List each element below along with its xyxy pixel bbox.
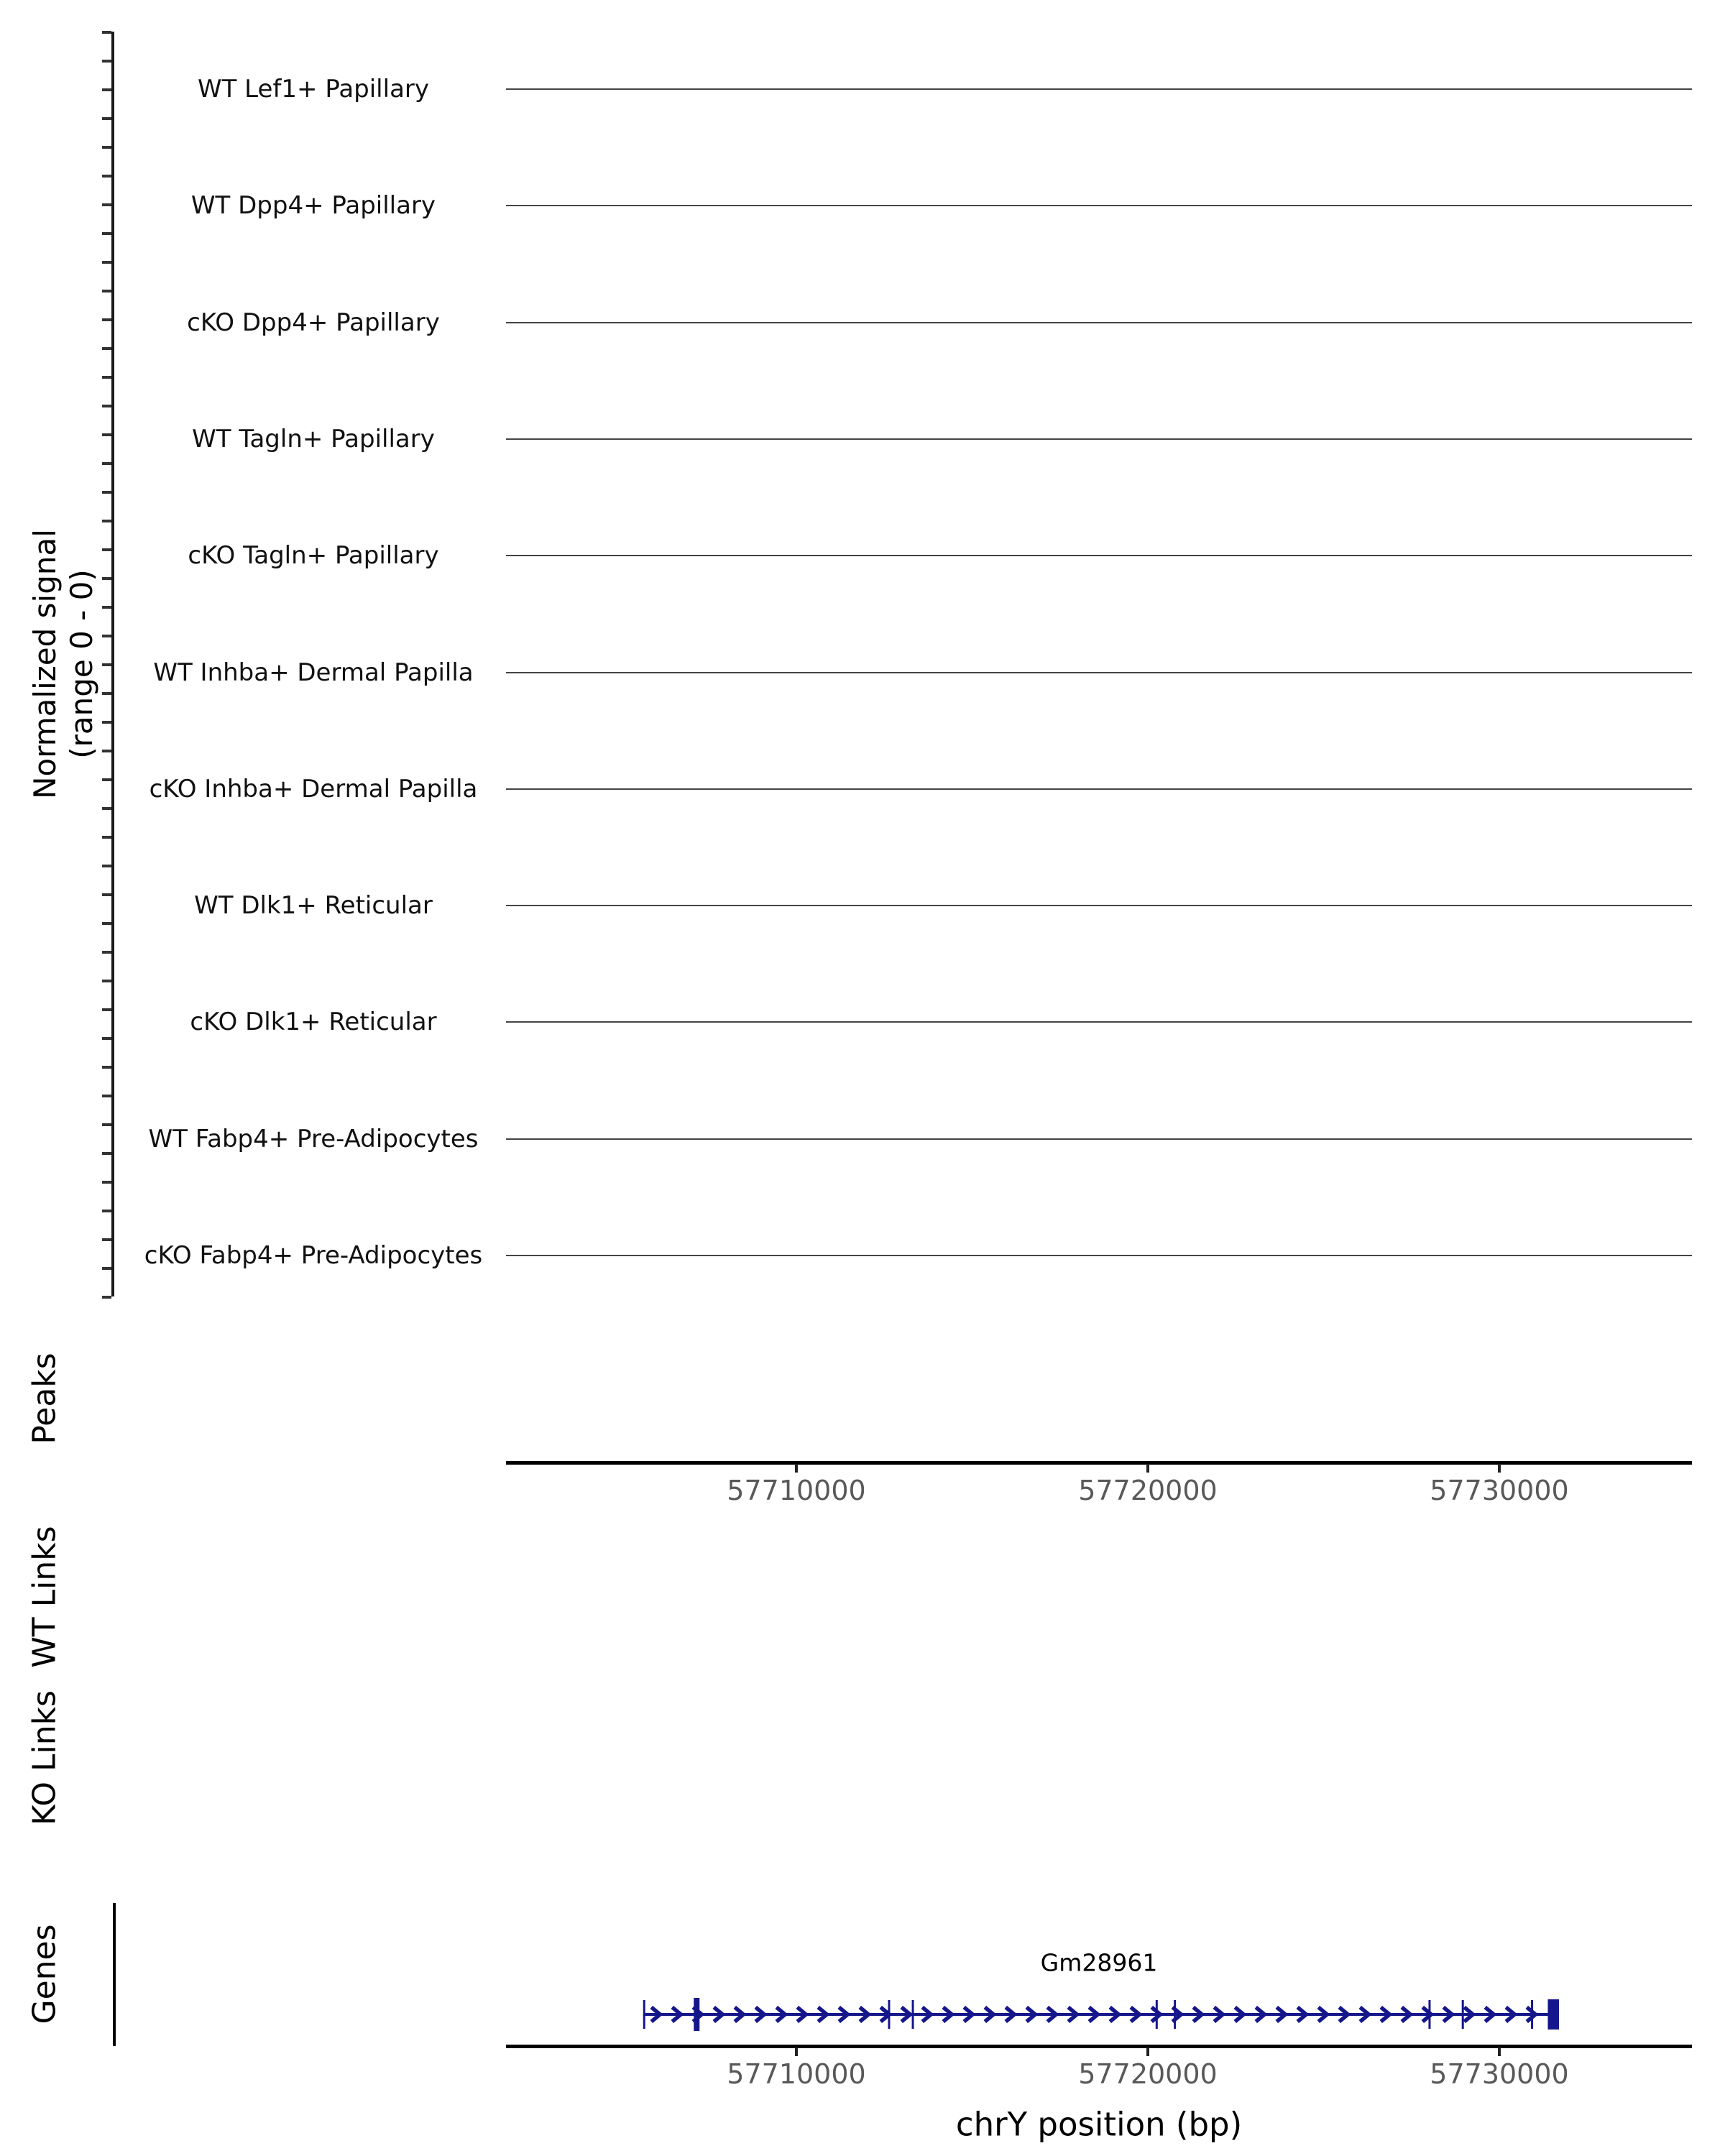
- track-signal-line: [506, 438, 1692, 440]
- track-label: cKO Inhba+ Dermal Papilla: [149, 775, 478, 803]
- genome-axis-title: chrY position (bp): [955, 2105, 1243, 2144]
- track-signal-line: [506, 322, 1692, 323]
- track-signal-line: [506, 905, 1692, 906]
- track-signal-line: [506, 1255, 1692, 1256]
- track-signal-line: [506, 1138, 1692, 1140]
- track-label: WT Lef1+ Papillary: [197, 75, 430, 103]
- track-label: WT Fabp4+ Pre-Adipocytes: [148, 1125, 479, 1153]
- peaks-axis-line: [506, 1461, 1692, 1465]
- gene-model: [0, 1984, 1725, 2048]
- genome-axis-tick: [1498, 2047, 1501, 2056]
- track-signal-line: [506, 88, 1692, 90]
- track-signal-line: [506, 555, 1692, 556]
- genome-axis-tick: [1146, 2047, 1149, 2056]
- track-signal-line: [506, 205, 1692, 206]
- signal-axis-title-line2: (range 0 - 0): [64, 569, 99, 759]
- genome-axis-tick-label: 57710000: [727, 2058, 866, 2090]
- gene-label: Gm28961: [1040, 1948, 1158, 1977]
- track-label: cKO Fabp4+ Pre-Adipocytes: [144, 1241, 483, 1270]
- genome-axis-tick-label: 57730000: [1430, 2058, 1569, 2090]
- track-signal-line: [506, 1021, 1692, 1023]
- track-label: cKO Tagln+ Papillary: [188, 541, 439, 570]
- track-label: WT Inhba+ Dermal Papilla: [153, 658, 474, 687]
- peaks-axis-tick: [1498, 1464, 1501, 1473]
- track-label: cKO Dpp4+ Papillary: [187, 308, 440, 337]
- section-label-peaks: Peaks: [26, 1353, 63, 1445]
- genome-axis-tick: [795, 2047, 798, 2056]
- peaks-axis-tick-label: 57720000: [1078, 1475, 1218, 1506]
- peaks-axis-tick: [1146, 1464, 1149, 1473]
- track-signal-line: [506, 672, 1692, 673]
- track-label: WT Dlk1+ Reticular: [194, 891, 433, 920]
- genome-axis-tick-label: 57720000: [1078, 2058, 1218, 2090]
- track-signal-line: [506, 788, 1692, 790]
- peaks-axis-tick-label: 57710000: [727, 1475, 866, 1506]
- track-label: WT Tagln+ Papillary: [192, 425, 435, 453]
- section-label-ko-links: KO Links: [26, 1690, 63, 1826]
- track-label: WT Dpp4+ Papillary: [190, 191, 436, 220]
- track-label: cKO Dlk1+ Reticular: [190, 1008, 437, 1036]
- genome-axis-line: [506, 2045, 1692, 2048]
- signal-axis-title-line1: Normalized signal: [27, 529, 63, 799]
- peaks-axis-tick-label: 57730000: [1430, 1475, 1569, 1506]
- section-label-genes: Genes: [26, 1924, 63, 2024]
- peaks-axis-tick: [795, 1464, 798, 1473]
- section-label-wt-links: WT Links: [26, 1526, 63, 1668]
